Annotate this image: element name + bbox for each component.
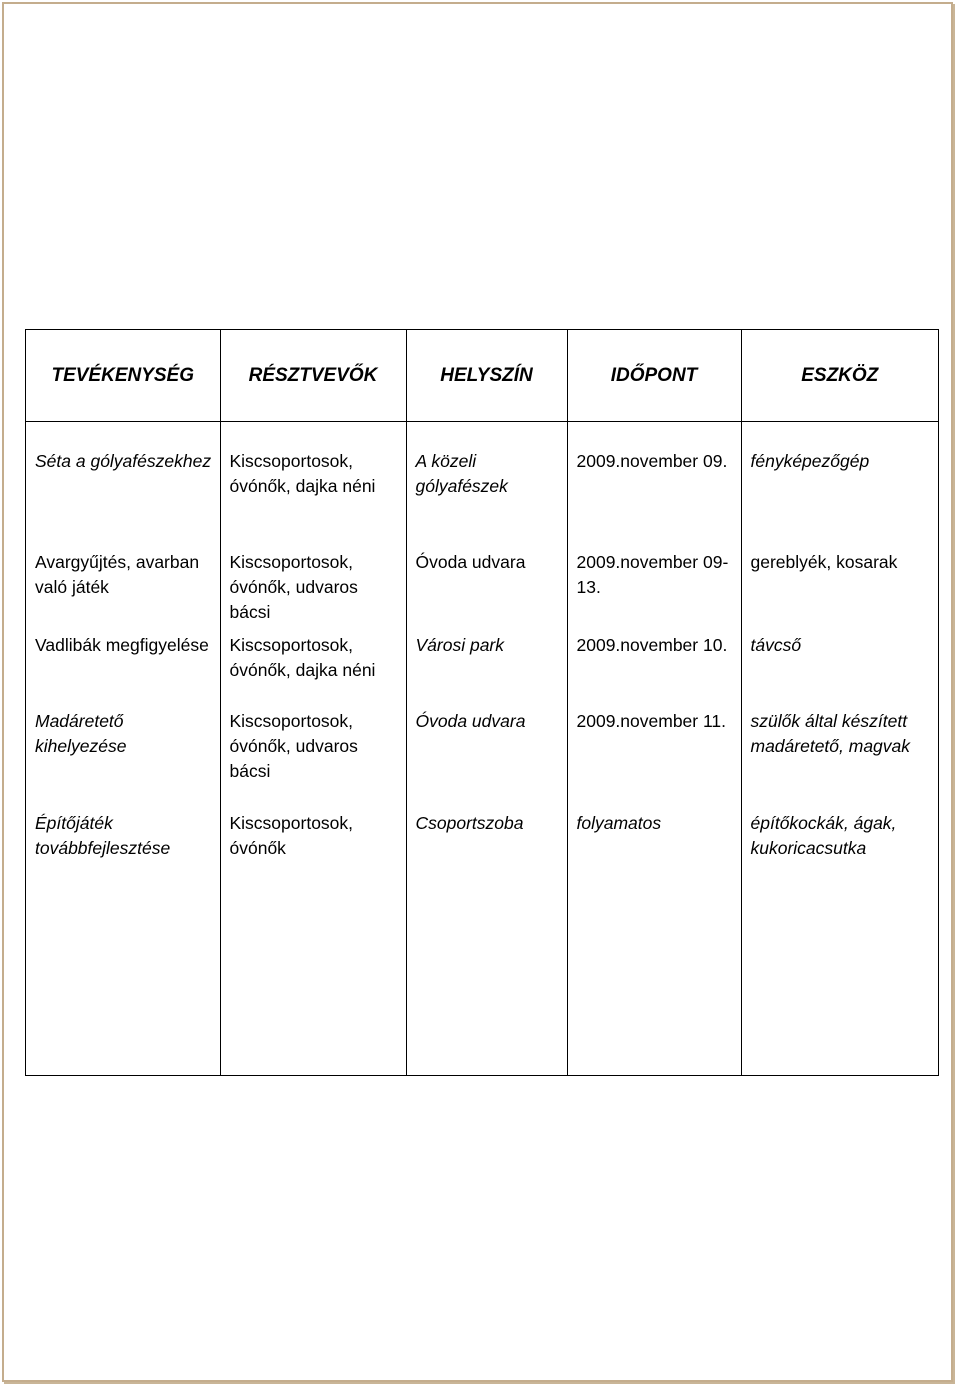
cell-tool: építőkockák, ágak, kukoricacsutka	[741, 811, 938, 1075]
column-header-participants: RÉSZTVEVŐK	[220, 330, 406, 421]
cell-participants: Kiscsoportosok, óvónők, dajka néni	[220, 421, 406, 531]
cell-participants: Kiscsoportosok, óvónők, dajka néni	[220, 633, 406, 709]
column-header-tool: ESZKÖZ	[741, 330, 938, 421]
table-row	[26, 811, 938, 1075]
cell-activity: Avargyűjtés, avarban való játék	[35, 552, 200, 597]
cell-location: A közeli gólyafészek	[406, 421, 567, 531]
cell-location: Óvoda udvara	[406, 709, 567, 811]
cell-tool: távcső	[741, 633, 938, 709]
cell-tool: fényképezőgép	[741, 421, 938, 531]
cell-time: folyamatos	[567, 811, 741, 1075]
cell-activity: Séta a gólyafészekhez	[35, 450, 212, 471]
cell-participants: Kiscsoportosok, óvónők, udvaros bácsi	[220, 709, 406, 811]
activity-table-frame	[25, 329, 939, 1076]
table-row	[26, 531, 938, 633]
column-header-time: IDŐPONT	[567, 330, 741, 421]
cell-activity: Madáretető kihelyezése	[35, 711, 127, 756]
cell-time: 2009.november 09.	[567, 421, 741, 531]
cell-time: 2009.november 10.	[567, 633, 741, 709]
cell-participants: Kiscsoportosok, óvónők, udvaros bácsi	[220, 531, 406, 633]
activity-table	[26, 330, 938, 1075]
column-header-location: HELYSZÍN	[406, 330, 567, 421]
cell-time: 2009.november 11.	[567, 709, 741, 811]
cell-time: 2009.november 09-13.	[567, 531, 741, 633]
table-row	[26, 633, 938, 709]
cell-tool: gereblyék, kosarak	[741, 531, 938, 633]
cell-location: Városi park	[406, 633, 567, 709]
column-header-activity: TEVÉKENYSÉG	[26, 330, 220, 421]
cell-activity: Építőjáték továbbfejlesztése	[35, 813, 171, 858]
cell-participants: Kiscsoportosok, óvónők	[220, 811, 406, 1075]
cell-tool: szülők által készített madáretető, magvak	[741, 709, 938, 811]
table-row	[26, 709, 938, 811]
cell-location: Csoportszoba	[406, 811, 567, 1075]
table-row	[26, 421, 938, 531]
table-header-row	[26, 330, 938, 421]
cell-location: Óvoda udvara	[406, 531, 567, 633]
cell-activity: Vadlibák megfigyelése	[35, 635, 209, 655]
